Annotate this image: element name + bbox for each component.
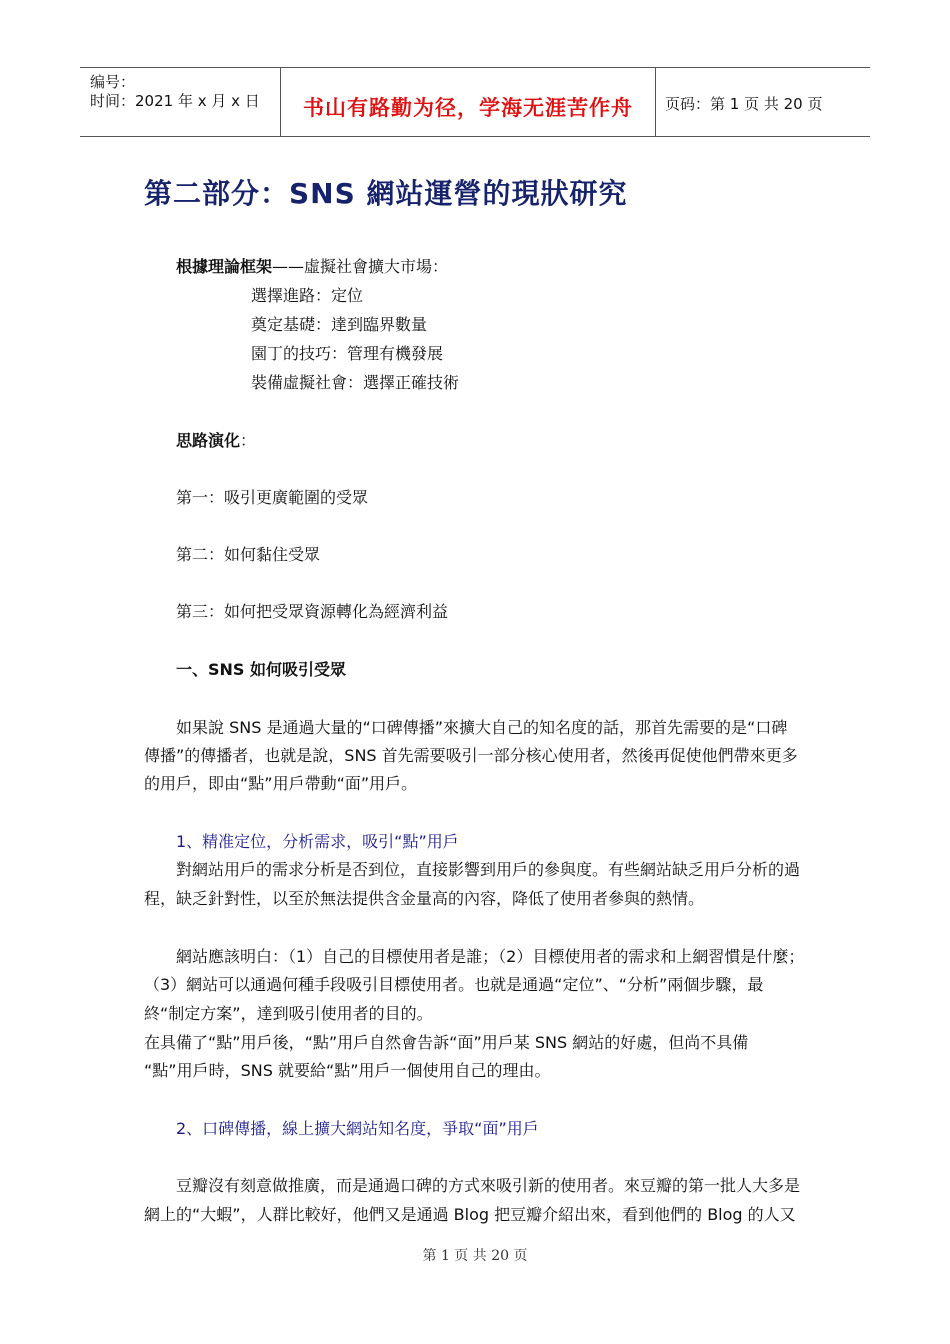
- framework-heading-rest: ——虛擬社會擴大市場：: [272, 257, 449, 276]
- header-number-label: 编号：: [90, 73, 136, 91]
- header-page-cell: [655, 68, 870, 136]
- page-header: [80, 67, 870, 137]
- header-motto: 书山有路勤为径，学海无涯苦作舟: [303, 96, 633, 120]
- framework-item: 奠定基礎：達到臨界數量: [251, 315, 428, 334]
- paragraph-line: 程，缺乏針對性，以至於無法提供含金量高的內容，降低了使用者參與的熱情。: [144, 889, 705, 908]
- thinking-heading: [176, 428, 256, 451]
- framework-item: 裝備虛擬社會：選擇正確技術: [251, 373, 460, 392]
- paragraph-line: 網站應該明白：（1）自己的目標使用者是誰；（2）目標使用者的需求和上網習慣是什麼；: [176, 947, 805, 966]
- thinking-item: 第二：如何黏住受眾: [176, 545, 321, 564]
- header-page-label: 页码：第 1 页 共 20 页: [665, 95, 823, 113]
- thinking-item: 第一：吸引更廣範圍的受眾: [176, 488, 369, 507]
- paragraph-line: （3）網站可以通過何種手段吸引目標使用者。也就是通過“定位”、“分析”兩個步驟，最: [144, 975, 764, 994]
- header-time-label: 时间：2021 年 x 月 x 日: [90, 92, 260, 110]
- page-footer: 第 1 页 共 20 页: [422, 1248, 528, 1264]
- page-title: 第二部分：SNS 網站運營的現狀研究: [144, 177, 628, 210]
- paragraph-line: “點”用戶時，SNS 就要給“點”用戶一個使用自己的理由。: [144, 1061, 551, 1080]
- framework-heading: [176, 254, 448, 277]
- paragraph-line: 豆瓣沒有刻意做推廣，而是通過口碑的方式來吸引新的使用者。來豆瓣的第一批人大多是: [176, 1176, 801, 1195]
- thinking-heading-rest: ：: [240, 431, 257, 450]
- paragraph-line: 如果說 SNS 是通過大量的“口碑傳播”來擴大自己的知名度的話，那首先需要的是“口碑: [176, 718, 788, 737]
- subheading: 2、口碑傳播，線上擴大網站知名度，爭取“面”用戶: [176, 1119, 539, 1138]
- paragraph-line: 對網站用戶的需求分析是否到位，直接影響到用戶的參與度。有些網站缺乏用戶分析的過: [176, 860, 801, 879]
- framework-heading-bold: 根據理論框架: [176, 257, 273, 276]
- paragraph-line: 的用戶，即由“點”用戶帶動“面”用戶。: [144, 774, 418, 793]
- framework-item: 園丁的技巧：管理有機發展: [251, 344, 444, 363]
- thinking-heading-bold: 思路演化: [176, 431, 241, 450]
- section-heading: 一、SNS 如何吸引受眾: [176, 660, 347, 679]
- header-motto-cell: [280, 68, 656, 136]
- paragraph-line: 網上的“大蝦”，人群比較好，他們又是通過 Blog 把豆瓣介紹出來，看到他們的 Blog 的人又: [144, 1205, 796, 1224]
- subheading: 1、精准定位，分析需求，吸引“點”用戶: [176, 832, 459, 851]
- paragraph-line: 終“制定方案”，達到吸引使用者的目的。: [144, 1004, 433, 1023]
- header-info-cell: [80, 68, 280, 136]
- paragraph-line: 傳播”的傳播者，也就是說，SNS 首先需要吸引一部分核心使用者，然後再促使他們帶來更多: [144, 746, 798, 765]
- thinking-item: 第三：如何把受眾資源轉化為經濟利益: [176, 602, 449, 621]
- framework-item: 選擇進路：定位: [251, 286, 364, 305]
- paragraph-line: 在具備了“點”用戶後，“點”用戶自然會告訴“面”用戶某 SNS 網站的好處，但尚不具備: [144, 1033, 749, 1052]
